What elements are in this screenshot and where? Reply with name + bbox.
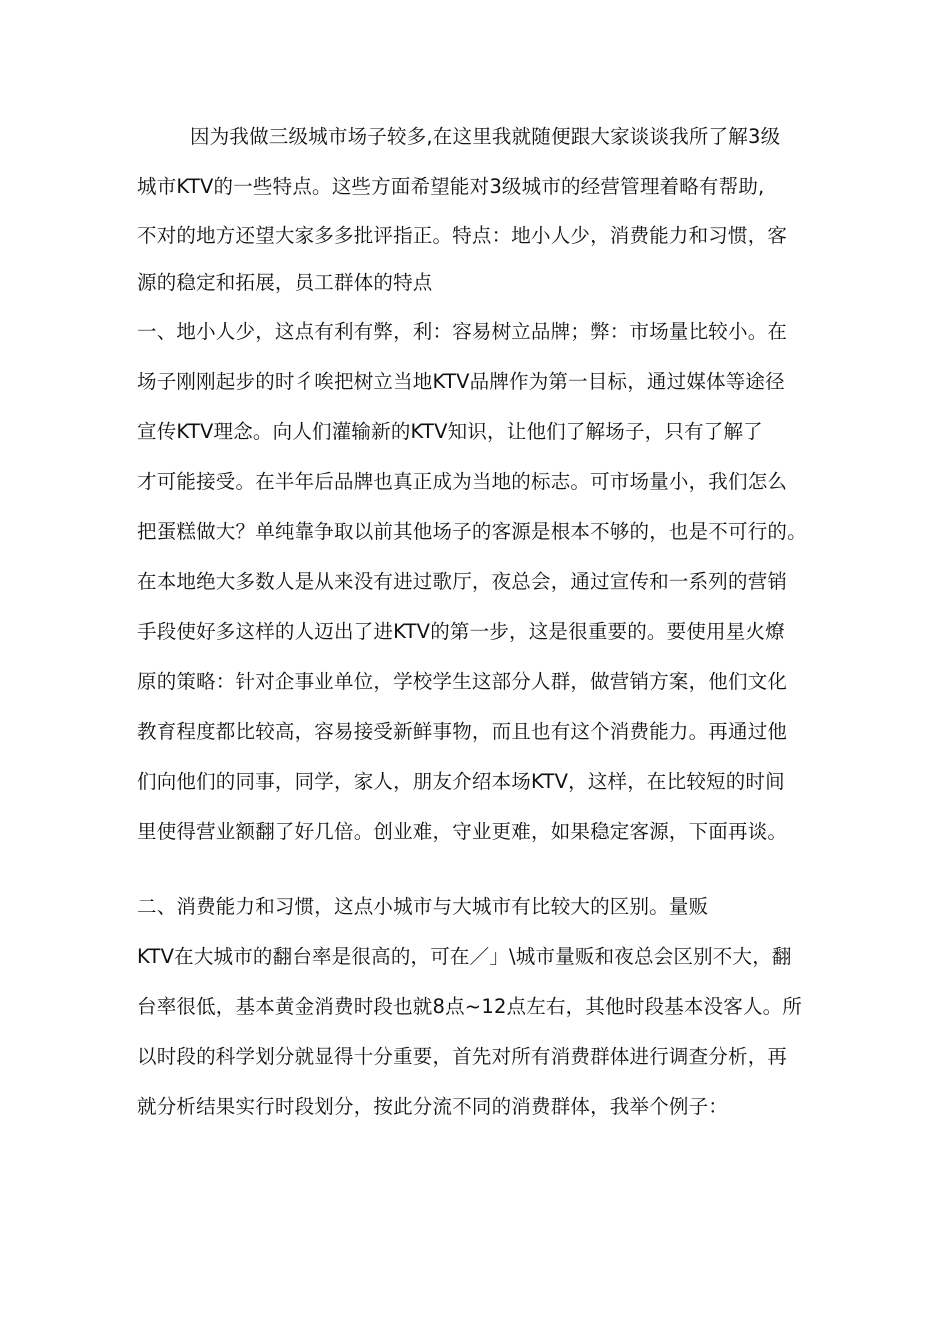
section1-line-7: 手段使好多这样的人迈出了进KTV的第一步，这是很重要的。要使用星火燎 bbox=[137, 620, 785, 643]
section1-line-9: 教育程度都比较高，容易接受新鲜事物，而且也有这个消费能力。再通过他 bbox=[137, 720, 788, 743]
intro-line-3: 不对的地方还望大家多多批评指正。特点：地小人少，消费能力和习惯，客 bbox=[137, 224, 788, 247]
section2-line-4: 以时段的科学划分就显得十分重要，首先对所有消费群体进行调查分析，再 bbox=[137, 1045, 788, 1068]
section1-line-5: 把蛋糕做大？单纯靠争取以前其他场子的客源是根本不够的，也是不可行的。 bbox=[137, 520, 807, 543]
section2-line-1: 二、消费能力和习惯，这点小城市与大城市有比较大的区别。量贩 bbox=[137, 895, 709, 918]
section1-line-10: 们向他们的同事，同学，家人，朋友介绍本场KTV，这样，在比较短的时间 bbox=[137, 770, 785, 793]
section1-line-6: 在本地绝大多数人是从来没有进过歌厅，夜总会，通过宣传和一系列的营销 bbox=[137, 570, 788, 593]
section2-line-3: 台率很低，基本黄金消费时段也就8点~12点左右，其他时段基本没客人。所 bbox=[137, 995, 803, 1018]
section1-line-3: 宣传KTV理念。向人们灌输新的KTV知识，让他们了解场子，只有了解了 bbox=[137, 420, 763, 443]
section1-line-11: 里使得营业额翻了好几倍。创业难，守业更难，如果稳定客源，下面再谈。 bbox=[137, 820, 788, 843]
intro-line-4: 源的稳定和拓展，员工群体的特点 bbox=[137, 271, 433, 294]
intro-line-2: 城市KTV的一些特点。这些方面希望能对3级城市的经营管理着略有帮助, bbox=[137, 175, 765, 198]
section2-line-2: KTV在大城市的翻台率是很高的，可在／」\城市量贩和夜总会区别不大，翻 bbox=[137, 945, 792, 968]
section2-line-5: 就分析结果实行时段划分，按此分流不同的消费群体，我举个例子： bbox=[137, 1095, 729, 1118]
section1-line-2: 场子刚刚起步的时彳唉把树立当地KTV品牌作为第一目标，通过媒体等途径 bbox=[137, 370, 785, 393]
section1-line-1: 一、地小人少，这点有利有弊，利：容易树立品牌；弊：市场量比较小。在 bbox=[137, 320, 788, 343]
section1-line-4: 才可能接受。在半年后品牌也真正成为当地的标志。可市场量小，我们怎么 bbox=[137, 470, 788, 493]
intro-line-1: 因为我做三级城市场子较多,在这里我就随便跟大家谈谈我所了解3级 bbox=[190, 125, 781, 148]
section1-line-8: 原的策略：针对企事业单位，学校学生这部分人群，做营销方案，他们文化 bbox=[137, 670, 788, 693]
